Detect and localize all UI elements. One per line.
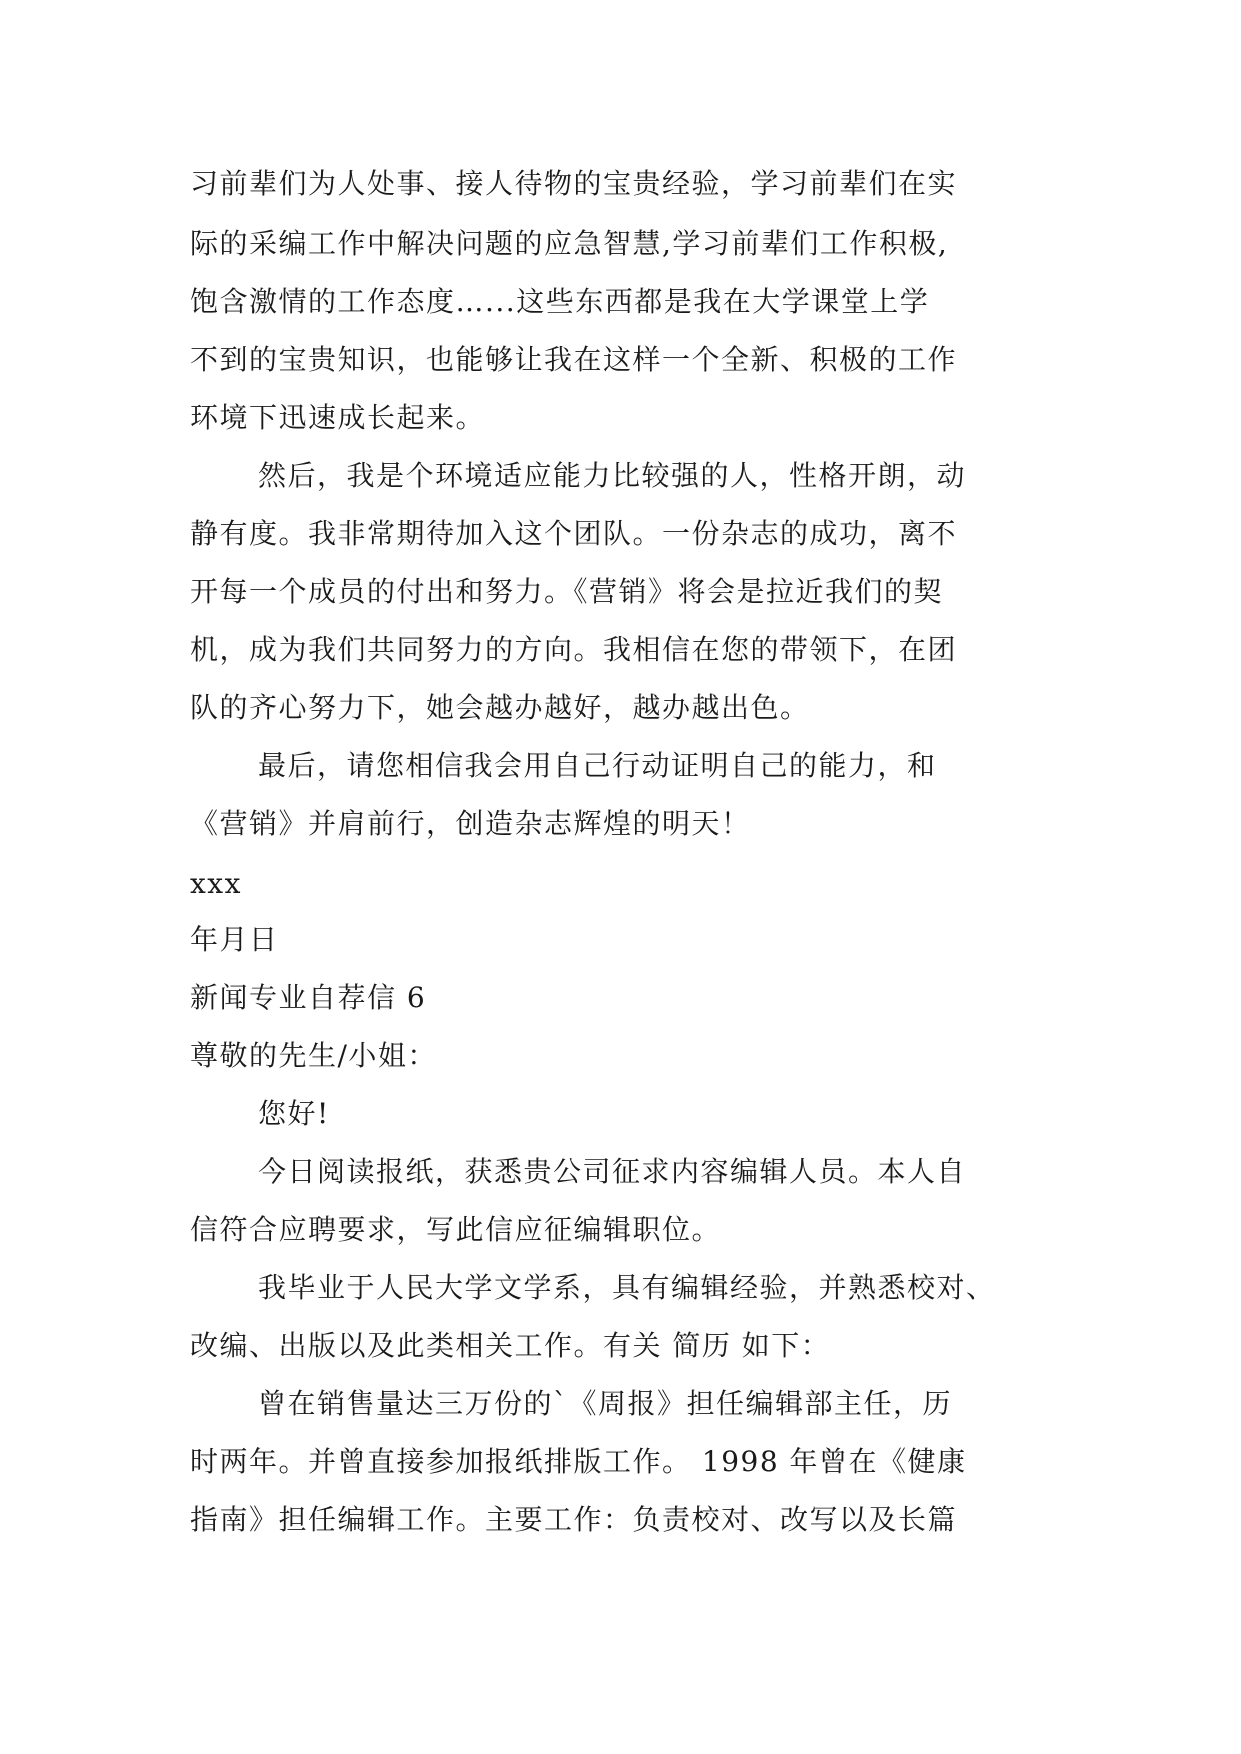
- body-text-line: 信符合应聘要求，写此信应征编辑职位。: [190, 1213, 722, 1246]
- body-text-line: 机，成为我们共同努力的方向。我相信在您的带领下，在团: [190, 633, 958, 666]
- body-text-line: 际的采编工作中解决问题的应急智慧,学习前辈们工作积极,: [190, 227, 949, 260]
- body-text-line: 静有度。我非常期待加入这个团队。一份杂志的成功，离不: [190, 517, 958, 550]
- greeting: 您好!: [258, 1097, 330, 1130]
- paragraph-first-line: 最后，请您相信我会用自己行动证明自己的能力，和: [258, 749, 937, 782]
- paragraph-first-line: 曾在销售量达三万份的`《周报》担任编辑部主任，历: [258, 1387, 953, 1420]
- signature-date: 年月日: [190, 923, 279, 956]
- body-text-line: 改编、出版以及此类相关工作。有关 简历 如下：: [190, 1329, 831, 1362]
- letter-title: 新闻专业自荐信 6: [190, 981, 427, 1014]
- paragraph-first-line: 今日阅读报纸，获悉贵公司征求内容编辑人员。本人自: [258, 1155, 967, 1188]
- body-text-line: 环境下迅速成长起来。: [190, 401, 486, 434]
- body-text-line: 饱含激情的工作态度…...这些东西都是我在大学课堂上学: [190, 285, 930, 318]
- signature-name: xxx: [190, 867, 242, 900]
- body-text-line: 时两年。并曾直接参加报纸排版工作。 1998 年曾在《健康: [190, 1445, 967, 1478]
- body-text-line: 开每一个成员的付出和努力。《营销》将会是拉近我们的契: [190, 575, 944, 608]
- body-text-line: 队的齐心努力下，她会越办越好，越办越出色。: [190, 691, 810, 724]
- paragraph-first-line: 我毕业于人民大学文学系，具有编辑经验，并熟悉校对、: [258, 1271, 996, 1304]
- paragraph-first-line: 然后，我是个环境适应能力比较强的人，性格开朗，动: [258, 459, 967, 492]
- salutation: 尊敬的先生/小姐：: [190, 1039, 437, 1072]
- body-text-line: 《营销》并肩前行，创造杂志辉煌的明天！: [190, 807, 751, 840]
- body-text-line: 不到的宝贵知识，也能够让我在这样一个全新、积极的工作: [190, 343, 958, 376]
- body-text-line: 习前辈们为人处事、接人待物的宝贵经验，学习前辈们在实: [190, 167, 958, 200]
- body-text-line: 指南》担任编辑工作。主要工作：负责校对、改写以及长篇: [190, 1503, 958, 1536]
